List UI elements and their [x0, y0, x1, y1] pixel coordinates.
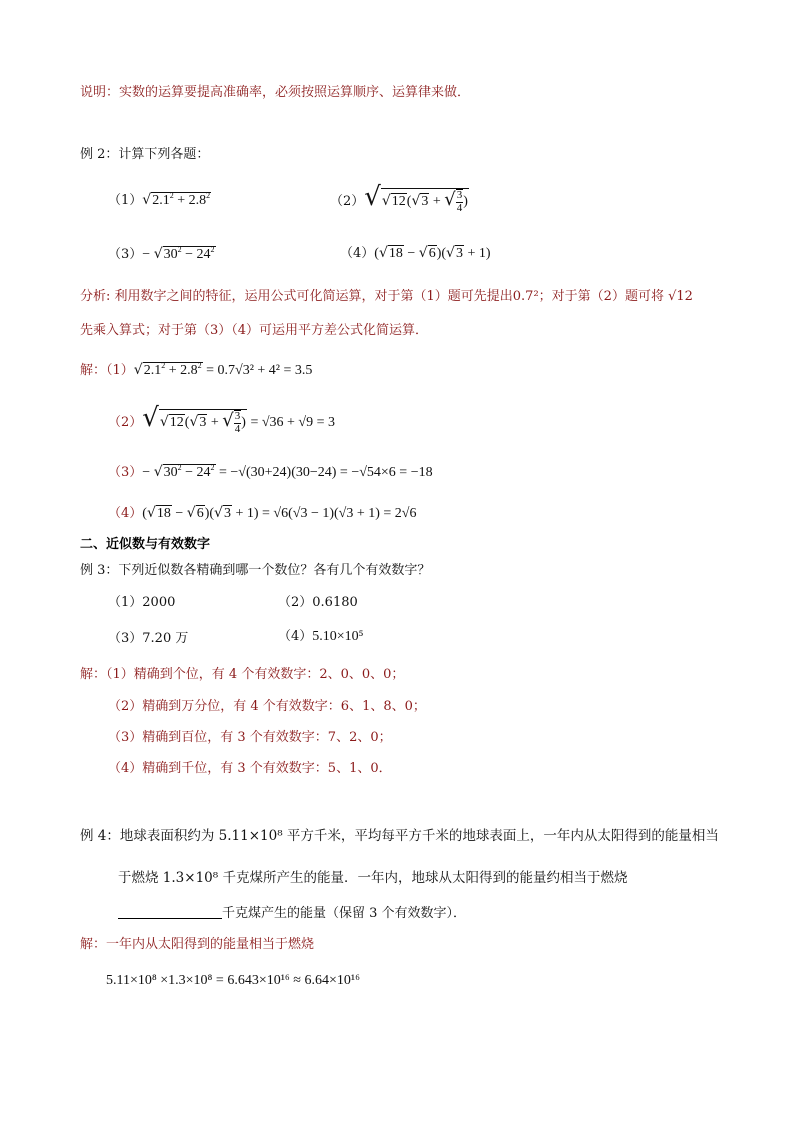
section-heading: 二、近似数与有效数字 — [80, 537, 211, 552]
example-2-title: 例 2：计算下列各题： — [80, 147, 210, 162]
ex3-answer-4: （4）精确到千位，有 3 个有效数字：5、1、0． — [108, 761, 392, 776]
analysis-line-2: 先乘入算式；对于第（3）（4）可运用平方差公式化简运算． — [80, 323, 429, 338]
ex2-solution-1: 解：$(1)√2.1^2 + 2.8^2 = 0.7√3^2 + 4^2 = 3.5$ — [80, 361, 313, 378]
ex4-line-2: 于燃烧 1.3×10⁸ 千克煤所产生的能量．一年内，地球从太阳得到的能量约相当于燃烧 — [118, 870, 628, 886]
ex3-answer-3: （3）精确到百位，有 3 个有效数字：7、2、0； — [108, 730, 392, 745]
solution-label: 解： — [80, 363, 107, 378]
ex3-answer-2: （2）精确到万分位，有 4 个有效数字：6、1、8、0； — [108, 699, 426, 714]
problem-label: （2） — [330, 194, 365, 209]
ex2-problem-3: $(3)- √30^2 - 24^2$ — [108, 245, 215, 262]
ex4-line-3: 千克煤产生的能量（保留 3 个有效数字）． — [118, 906, 466, 920]
ex3-answer-1: 解：（1）精确到个位，有 4 个有效数字：2、0、0、0； — [80, 667, 405, 682]
ex4-line-1: 例 4：地球表面积约为 5.11×10⁸ 平方千米，平均每平方千米的地球表面上，一年内从太阳得到的能量相当 — [80, 828, 719, 844]
ex2-solution-4: （4）(√18 − √6)(√3 + 1) = √6(√3 − 1)(√3 + 1) = 2√6 — [108, 505, 417, 521]
example-3-title: 例 3：下列近似数各精确到哪一个数位？各有几个有效数字？ — [80, 563, 431, 578]
ex3-item-3: （3）7.20 万 — [108, 631, 189, 646]
ex3-item-4: （4）5.10×10⁵ — [278, 629, 364, 644]
problem-label: （3） — [108, 247, 143, 262]
note-text: 说明：实数的运算要提高准确率，必须按照运算顺序、运算律来做． — [80, 85, 471, 100]
ex2-problem-4: （4）(√18 − √6)(√3 + 1) — [340, 245, 491, 261]
ex3-item-1: （1）2000 — [108, 595, 176, 610]
problem-label: （4） — [340, 246, 375, 261]
answer-blank — [118, 906, 222, 919]
ex3-item-2: （2）0.6180 — [278, 595, 358, 610]
solution-label: 解： — [80, 667, 107, 682]
ex2-problem-1: $(1)√2.1^2 + 2.8^2$ — [108, 191, 211, 208]
ex4-calculation: 5.11×10⁸ ×1.3×10⁸ = 6.643×10¹⁶ ≈ 6.64×10¹⁶ — [106, 973, 360, 988]
problem-label: （1） — [108, 193, 143, 208]
analysis-line-1: 分析: 利用数字之间的特征，运用公式可化简运算，对于第（1）题可先提出0.7²；对于第（2）题可将 √12 — [80, 289, 693, 304]
ex2-problem-2: （2）√√12(√3 + √ $\frac{3}{4}$ ) — [330, 182, 468, 214]
ex2-solution-2: （2）√√12(√3 + √ $\frac{3}{4}$ ) = √36 + √9 = 3 — [108, 403, 335, 435]
ex2-solution-3: $(3)- √30^2 - 24^2 = -√(30+24)(30-24) = -√54\times 6 = -18$ — [108, 463, 433, 480]
ex4-solution: 解：一年内从太阳得到的能量相当于燃烧 — [80, 937, 315, 952]
